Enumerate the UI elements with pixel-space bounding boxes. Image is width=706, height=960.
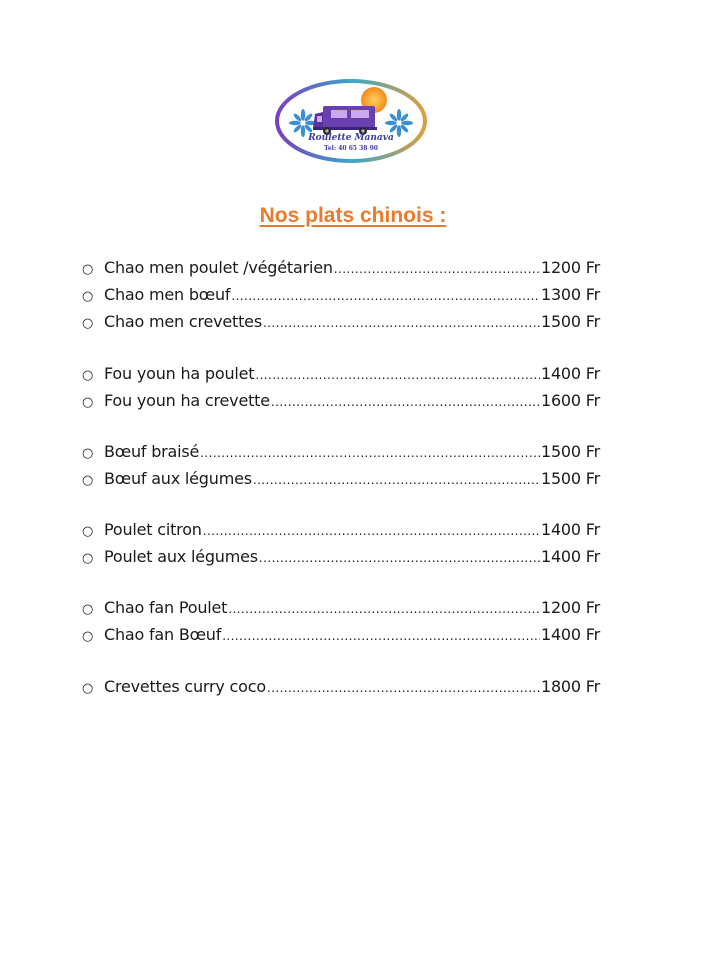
dot-leader [259,551,540,565]
menu-item [82,677,600,699]
menu-item-price: 1200 Fr [540,258,600,277]
menu-item-price: 1200 Fr [540,598,600,617]
menu-item-price: 1400 Fr [540,625,600,644]
bullet-circle-icon: ○ [82,602,94,617]
menu-item-price: 1300 Fr [540,285,600,304]
menu-item-name: Chao men poulet /végétarien [104,258,333,277]
bullet-circle-icon: ○ [82,681,94,696]
menu-item-price: 1500 Fr [540,312,600,331]
menu-item-name: Poulet aux légumes [104,547,258,566]
bullet-circle-icon: ○ [82,524,94,539]
menu-item-price: 1400 Fr [540,547,600,566]
bullet-circle-icon: ○ [82,551,94,566]
menu-item-price: 1400 Fr [540,520,600,539]
logo-phone: Tel: 40 65 38 90 [324,145,378,152]
dot-leader [222,629,540,643]
menu-item-name: Chao men crevettes [104,312,262,331]
logo [273,78,429,164]
menu-item-price: 1600 Fr [540,391,600,410]
menu-item-name: Chao fan Poulet [104,598,228,617]
menu-item [82,285,600,307]
menu-item [82,258,600,280]
menu-item-name: Bœuf braisé [104,442,200,461]
menu-item [82,469,600,491]
menu-item-name: Poulet citron [104,520,202,539]
menu-item [82,520,600,542]
bullet-circle-icon: ○ [82,473,94,488]
dot-leader [228,602,540,616]
menu-item-name: Chao fan Bœuf [104,625,222,644]
bullet-circle-icon: ○ [82,446,94,461]
dot-leader [267,681,540,695]
menu-item [82,364,600,386]
menu-item-name: Fou youn ha poulet [104,364,255,383]
menu-item-price: 1400 Fr [540,364,600,383]
dot-leader [200,446,540,460]
bullet-circle-icon: ○ [82,368,94,383]
menu-item [82,547,600,569]
dot-leader [255,368,540,382]
bullet-circle-icon: ○ [82,262,94,277]
bullet-circle-icon: ○ [82,629,94,644]
menu-item-name: Crevettes curry coco [104,677,266,696]
menu-item-name: Chao men bœuf [104,285,231,304]
dot-leader [203,524,540,538]
menu-item-price: 1500 Fr [540,469,600,488]
page-title: Nos plats chinois : [259,204,447,227]
menu-item-price: 1500 Fr [540,442,600,461]
menu-item-price: 1800 Fr [540,677,600,696]
bullet-circle-icon: ○ [82,316,94,331]
bullet-circle-icon: ○ [82,289,94,304]
menu-item-name: Fou youn ha crevette [104,391,270,410]
dot-leader [253,473,540,487]
menu-item [82,625,600,647]
logo-name: Roulette Manava [308,133,394,143]
dot-leader [334,262,540,276]
menu-item-name: Bœuf aux légumes [104,469,252,488]
menu-item [82,598,600,620]
dot-leader [263,316,540,330]
menu-item [82,442,600,464]
menu-item [82,391,600,413]
bullet-circle-icon: ○ [82,395,94,410]
dot-leader [271,395,540,409]
dot-leader [231,289,540,303]
menu-item [82,312,600,334]
